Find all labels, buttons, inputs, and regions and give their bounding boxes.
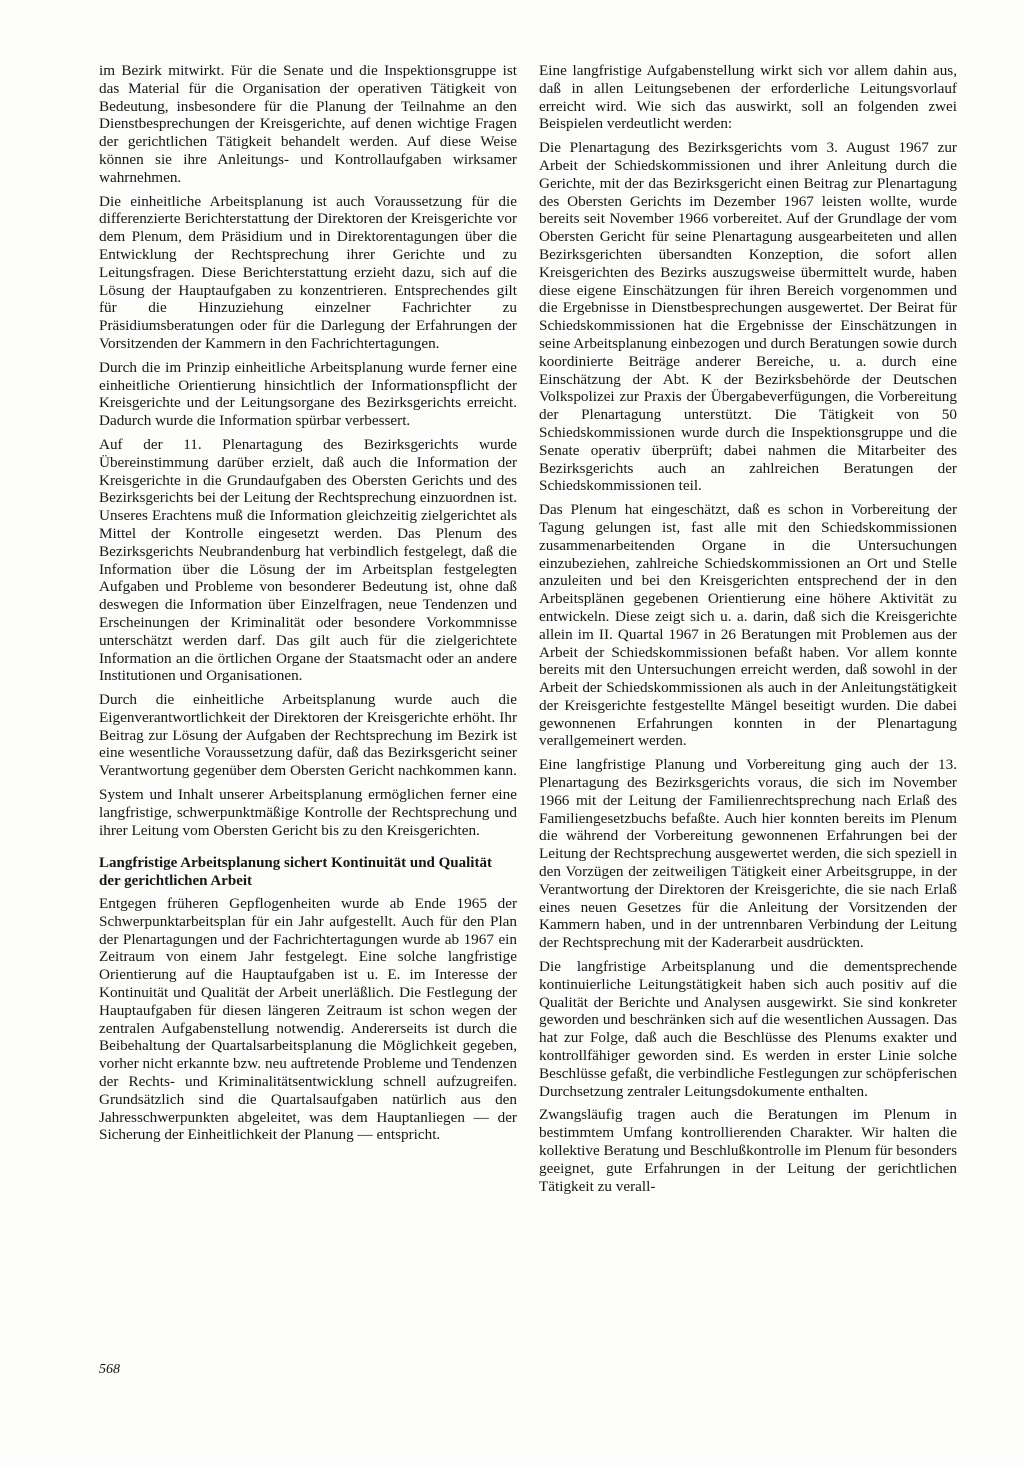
section-heading: Langfristige Arbeitsplanung sichert Kontinuität und Qualität der gerichtlichen Arbeit: [99, 855, 492, 890]
page-number: 568: [99, 1362, 120, 1377]
paragraph: Eine langfristige Aufgabenstellung wirkt sich vor allem dahin aus, daß in allen Leitungsebenen der erforderliche Leitungsvorlauf erreicht wird. Wie sich das auswirkt, soll an folgenden zwei Beispielen verdeutlicht werden:: [539, 62, 957, 133]
left-column: [99, 62, 517, 1150]
paragraph: Die langfristige Arbeitsplanung und die dementsprechende kontinuierliche Leitungstätigkeit haben sich auch positiv auf die Qualität der Berichte und Analysen ausgewirkt. Sie sind konkreter geworden und beschränken sich auf die wesentlichen Aussagen. Das hat zur Folge, daß auch die Beschlüsse des Plenums exakter und kontrollfähiger geworden sind. Es werden in erster Linie solche Beschlüsse gefaßt, die verbindliche Festlegungen zur schöpferischen Durchsetzung zentraler Leitungsdokumente enthalten.: [539, 958, 957, 1100]
paragraph: Das Plenum hat eingeschätzt, daß es schon in Vorbereitung der Tagung gelungen ist, fast alle mit den Schiedskommissionen zusammenarbeitenden Organe in die Untersuchungen einzubeziehen, zahlreiche Schiedskommissionen an Ort und Stelle anzuleiten und bei den Kreisgerichten entsprechend der in den Arbeitsplänen gegebenen Orientierung eine höhere Aktivität zu entwickeln. Diese zeigt sich u. a. darin, daß sich die Kreisgerichte allein im II. Quartal 1967 in 26 Beratungen mit Problemen aus der Arbeit der Schiedskommissionen befaßt haben. Vor allem konnte bereits mit den Untersuchungen erreicht werden, daß sowohl in der Arbeit der Schiedskommissionen als auch in der Anleitungstätigkeit der Kreisgerichte festgestellte Mängel beseitigt wurden. Die dabei gewonnenen Erfahrungen konnten in der Plenartagung verallgemeinert werden.: [539, 501, 957, 750]
paragraph: Durch die im Prinzip einheitliche Arbeitsplanung wurde ferner eine einheitliche Orientierung hinsichtlich der Informationspflicht der Kreisgerichte und der Leitungsorgane des Bezirksgerichts erreicht. Dadurch wurde die Information spürbar verbessert.: [99, 358, 517, 430]
right-column: [539, 62, 957, 1201]
paragraph: Durch die einheitliche Arbeitsplanung wurde auch die Eigenverantwortlichkeit der Direktoren der Kreisgerichte erhöht. Ihr Beitrag zur Lösung der Aufgaben der Rechtsprechung im Bezirk ist eine wesentliche Voraussetzung dafür, daß das Bezirksgericht seiner Verantwortung gegenüber dem Obersten Gericht nachkommen kann.: [99, 691, 517, 780]
paragraph: Die Plenartagung des Bezirksgerichts vom 3. August 1967 zur Arbeit der Schiedskommissionen und ihrer Anleitung durch die Gerichte, mit der das Bezirksgericht einen Beitrag zur Plenartagung des Obersten Gerichts im Dezember 1967 leisten wollte, wurde bereits seit November 1966 vorbereitet. Auf der Grundlage der vom Obersten Gericht für seine Plenartagung ausgearbeiteten und allen Bezirksgerichten übersandten Konzeption, die sofort allen Kreisgerichten des Bezirks auszugsweise übermittelt wurde, haben diese eigene Einschätzungen für ihren Bereich vorgenommen und die Ergebnisse in Dienstbesprechungen ausgewertet. Der Beirat für Schiedskommissionen hat die Ergebnisse der Einschätzungen in seine Arbeitsplanung einbezogen und durch Beratungen sowie durch koordinierte Beiträge anderer Bereiche, u. a. durch eine Einschätzung der Abt. K der Bezirksbehörde der Deutschen Volkspolizei zur Praxis der Übergabeverfügungen, die Vorbereitung der Plenartagung unterstützt. Die Tätigkeit von 50 Schiedskommissionen wurde durch die Inspektionsgruppe und die Senate operativ überprüft; dabei nahmen die Mitarbeiter des Bezirksgerichts auch an zahlreichen Beratungen der Schiedskommissionen teil.: [539, 139, 957, 495]
paragraph: Zwangsläufig tragen auch die Beratungen im Plenum in bestimmtem Umfang kontrollierenden Charakter. Wir halten die kollektive Beratung und Beschlußkontrolle im Plenum für besonders geeignet, gute Erfahrungen in der Leitung der gerichtlichen Tätigkeit zu verall-: [539, 1106, 958, 1195]
paragraph: Entgegen früheren Gepflogenheiten wurde ab Ende 1965 der Schwerpunktarbeitsplan für ein Jahr aufgestellt. Auch für den Plan der Plenartagungen und der Fachrichtertagungen wurde ab 1967 ein Zeitraum von einem Jahr festgelegt. Eine solche langfristige Orientierung auf die Hauptaufgaben ist u. E. im Interesse der Kontinuität und Qualität der Arbeit unerläßlich. Die Festlegung der Hauptaufgaben für diesen längeren Zeitraum ist schon wegen der zentralen Aufgabenstellung notwendig. Andererseits ist durch die Beibehaltung der Quartalsarbeitsplanung die Möglichkeit gegeben, vorher nicht erkannte bzw. neu auftretende Probleme und Tendenzen der Rechts- und Kriminalitätsentwicklung schnell aufzugreifen. Grundsätzlich sind die Quartalsaufgaben natürlich aus den Jahresschwerpunkten abgeleitet, was dem Hauptanliegen — der Sicherung der Einheitlichkeit der Planung — entspricht.: [99, 895, 517, 1144]
paragraph: Auf der 11. Plenartagung des Bezirksgerichts wurde Übereinstimmung darüber erzielt, daß auch die Information der Kreisgerichte in die Grundaufgaben des Obersten Gerichts und des Bezirksgerichts bei der Leitung der Rechtsprechung einzuordnen ist. Unseres Erachtens muß die Information gleichzeitig zielgerichtet als Mittel der Kontrolle eingesetzt werden. Das Plenum des Bezirksgerichts Neubrandenburg hat verbindlich festgelegt, daß die Information über die Lösung der im Arbeitsplan festgelegten Aufgaben und Probleme von besonderer Bedeutung ist, ohne daß deswegen die Information über Einzelfragen, neue Tendenzen und Erscheinungen der Kriminalität oder besondere Vorkommnisse unterschätzt werden darf. Das gilt auch für die zielgerichtete Information an die örtlichen Organe der Staatsmacht oder an andere Institutionen und Organisationen.: [99, 435, 517, 685]
paragraph: System und Inhalt unserer Arbeitsplanung ermöglichen ferner eine langfristige, schwerpunktmäßige Kontrolle der Rechtsprechung und ihrer Leitung vom Obersten Gericht bis zu den Kreisgerichten.: [99, 786, 517, 839]
paragraph: Eine langfristige Planung und Vorbereitung ging auch der 13. Plenartagung des Bezirksgerichts voraus, die sich im November 1966 mit der Leitung der Familienrechtsprechung nach Erlaß des Familiengesetzbuchs befaßte. Auch hier konnten bereits im Plenum die während der Vorbereitung gewonnenen Erfahrungen bei der Leitung der Rechtsprechung ausgewertet werden, die sich speziell in den Vorzügen der zeitweiligen Tätigkeit einer Arbeitsgruppe, in der Verantwortung der Direktoren der Kreisgerichte, die sie nach Erlaß eines neuen Gesetzes für die Anleitung der Vorsitzenden der Kammern haben, und in der untrennbaren Verbindung der Leitung der Rechtsprechung mit der Kaderarbeit ausdrückten.: [539, 756, 957, 952]
paragraph: Die einheitliche Arbeitsplanung ist auch Voraussetzung für die differenzierte Berichterstattung der Direktoren der Kreisgerichte vor dem Plenum, dem Präsidium und in Direktorentagungen über die Entwicklung der Rechtsprechung ihrer Gerichte und zu Leitungsfragen. Diese Berichterstattung erzieht dazu, sich auf die Lösung der Hauptaufgaben zu konzentrieren. Entsprechendes gilt für die Hinzuziehung einzelner Fachrichter zu Präsidiumsberatungen oder für die Darlegung der Erfahrungen der Vorsitzenden der Kammern in den Fachrichtertagungen.: [99, 192, 517, 352]
paragraph: im Bezirk mitwirkt. Für die Senate und die Inspektionsgruppe ist das Material für die Organisation der operativen Tätigkeit von Bedeutung, insbesondere für die Planung der Teilnahme an den Dienstbesprechungen der Kreisgerichte, auf denen wichtige Fragen der gerichtlichen Tätigkeit behandelt werden. Auf diese Weise können sie ihre Anleitungs- und Kontrollaufgaben wirksamer wahrnehmen.: [99, 62, 517, 186]
